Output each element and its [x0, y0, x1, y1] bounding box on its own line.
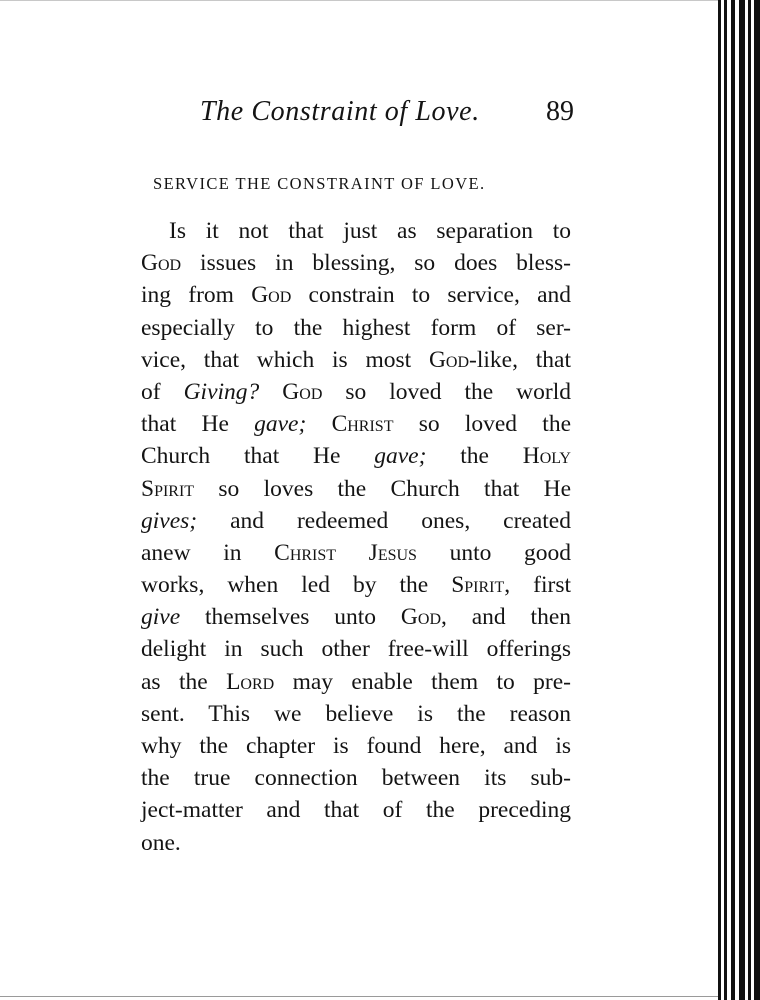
page-bottom-edge [0, 996, 718, 997]
text-line: delight in such other free-will offerings [141, 636, 571, 663]
text-line: especially to the highest form of ser- [141, 314, 571, 341]
binding-edge-line [731, 0, 735, 1000]
text-line: vice, that which is most God-like, that [141, 346, 572, 373]
text-line: that He gave; Christ so loved the [141, 411, 572, 438]
text-line: of Giving? God so loved the world [141, 378, 572, 405]
running-header [200, 96, 574, 136]
text-line: ing from God constrain to service, and [141, 282, 571, 309]
section-heading: SERVICE THE CONSTRAINT OF LOVE. [153, 174, 486, 193]
binding-edge-line [724, 0, 727, 1000]
binding-edge-line [748, 0, 751, 1000]
text-line: one. [141, 829, 181, 856]
text-line: God issues in blessing, so does bless- [141, 250, 571, 277]
binding-edge-line [754, 0, 760, 1000]
text-line: the true connection between its sub- [141, 765, 571, 792]
text-line: Spirit so loves the Church that He [141, 475, 571, 502]
text-line: ject-matter and that of the preceding [141, 797, 571, 824]
text-line: as the Lord may enable them to pre- [141, 668, 571, 695]
page-number: 89 [546, 96, 574, 127]
text-line: works, when led by the Spirit, first [141, 572, 572, 599]
page-top-edge [0, 0, 718, 1]
running-title: The Constraint of Love. [200, 96, 480, 127]
text-line: gives; and redeemed ones, created [141, 507, 571, 534]
text-line: give themselves unto God, and then [141, 604, 571, 631]
body-paragraph [141, 215, 571, 859]
text-line: Church that He gave; the Holy [141, 443, 571, 470]
binding-edge-line [718, 0, 721, 1000]
text-line: sent. This we believe is the reason [141, 700, 571, 727]
text-line: anew in Christ Jesus unto good [141, 539, 572, 566]
text-line: why the chapter is found here, and is [141, 733, 571, 759]
text-line: Is it not that just as separation to [169, 218, 571, 244]
binding-edge-line [739, 0, 745, 1000]
